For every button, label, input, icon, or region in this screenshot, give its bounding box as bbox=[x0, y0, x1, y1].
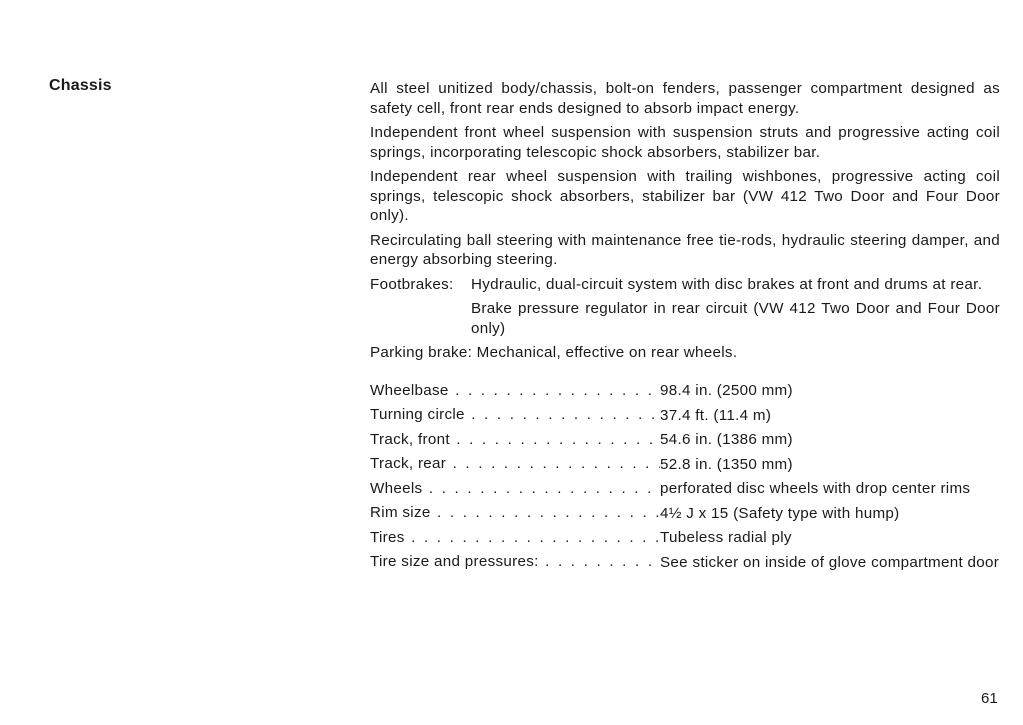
spec-value: See sticker on inside of glove compartment door bbox=[660, 553, 1000, 571]
spec-label: Rim size . . . bbox=[370, 501, 660, 526]
spec-row-tire-size bbox=[370, 550, 1000, 575]
spec-label: Track, front . . . bbox=[370, 428, 660, 453]
rear-suspension-paragraph: Independent rear wheel suspension with trailing wishbones, progressive acting coil springs, telescopic shock absorbers, stabilizer bar (VW 412 Two Door and Four Door only). bbox=[370, 168, 1000, 224]
spec-value: Tubeless radial ply bbox=[660, 529, 792, 546]
front-suspension-paragraph: Independent front wheel suspension with suspension struts and progressive acting coil springs, incorporating telescopic shock absorbers, stabilizer bar. bbox=[370, 124, 1000, 161]
spec-row-wheelbase bbox=[370, 379, 1000, 404]
spec-value: 52.8 in. (1350 mm) bbox=[660, 455, 793, 473]
footbrakes-label: Footbrakes: bbox=[370, 275, 454, 293]
spec-label: Wheels . . . bbox=[370, 477, 660, 502]
spec-row-turning-circle bbox=[370, 403, 1000, 428]
spec-value: 37.4 ft. (11.4 m) bbox=[660, 406, 772, 424]
spec-row-wheels bbox=[370, 477, 1000, 502]
spec-label: Tires . . . bbox=[370, 526, 660, 551]
spec-label: Wheelbase . . . bbox=[370, 379, 660, 404]
footbrakes-row bbox=[370, 275, 1000, 295]
spec-label: Turning circle . . . bbox=[370, 403, 660, 428]
spec-value: 98.4 in. (2500 mm) bbox=[660, 382, 793, 399]
parking-brake-text: Parking brake: Mechanical, effective on rear wheels. bbox=[370, 344, 738, 361]
chassis-description bbox=[370, 79, 1000, 575]
brake-regulator-text: Brake pressure regulator in rear circuit (VW 412 Two Door and Four Door only) bbox=[471, 300, 1000, 337]
steering-paragraph: Recirculating ball steering with maintenance free tie-rods, hydraulic steering damper, and energy absorbing steering. bbox=[370, 231, 1000, 268]
body-paragraph: All steel unitized body/chassis, bolt-on fenders, passenger compartment designed as safety cell, front rear ends designed to absorb impact energy. bbox=[370, 80, 1000, 117]
page-number: 61 bbox=[981, 690, 998, 707]
spec-label: Tire size and pressures: . . . bbox=[370, 550, 660, 575]
spec-row-track-front bbox=[370, 428, 1000, 453]
section-title: Chassis bbox=[49, 77, 112, 94]
spec-row-rim-size bbox=[370, 501, 1000, 526]
spec-row-track-rear bbox=[370, 452, 1000, 477]
spec-label: Track, rear . . . bbox=[370, 452, 660, 477]
spec-value: 4½ J x 15 (Safety type with hump) bbox=[660, 504, 900, 522]
spec-value: 54.6 in. (1386 mm) bbox=[660, 431, 793, 448]
footbrakes-text: Hydraulic, dual-circuit system with disc brakes at front and drums at rear. bbox=[471, 275, 983, 293]
spec-value: perforated disc wheels with drop center rims bbox=[660, 480, 971, 497]
spec-table bbox=[370, 379, 1000, 575]
spec-row-tires bbox=[370, 526, 1000, 551]
